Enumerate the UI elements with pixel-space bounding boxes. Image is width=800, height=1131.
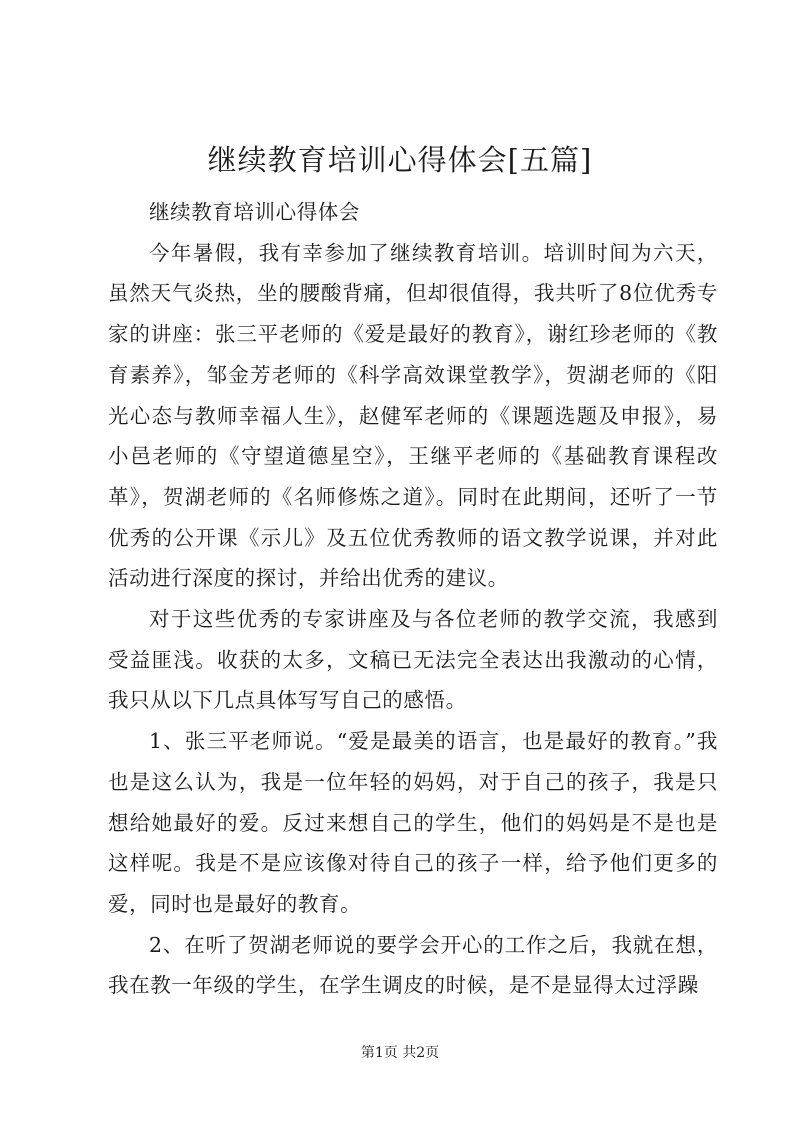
paragraph: 对于这些优秀的专家讲座及与各位老师的教学交流，我感到受益匪浅。收获的太多，文稿已无法完全表达出我激动的心情，我只从以下几点具体写写自己的感悟。 [108, 607, 718, 713]
paragraph: 1、张三平老师说。“爱是最美的语言，也是最好的教育。”我也是这么认为，我是一位年轻的妈妈，对于自己的孩子，我是只想给她最好的爱。反过来想自己的学生，他们的妈妈是不是也是这样呢。我是不是应该像对待自己的孩子一样，给予他们更多的爱，同时也是最好的教育。 [108, 729, 718, 916]
paragraph: 今年暑假，我有幸参加了继续教育培训。培训时间为六天，虽然天气炎热，坐的腰酸背痛，但却很值得，我共听了8位优秀专家的讲座：张三平老师的《爱是最好的教育》，谢红珍老师的《教育素养》，邹金芳老师的《科学高效课堂教学》，贺湖老师的《阳光心态与教师幸福人生》，赵健军老师的《课题选题及申报》，易小邑老师的《守望道德星空》，王继平老师的《基础教育课程改革》，贺湖老师的《名师修炼之道》。同时在此期间，还听了一节优秀的公开课《示儿》及五位优秀教师的语文教学说课，并对此活动进行深度的探讨，并给出优秀的建议。 [108, 240, 718, 591]
section-heading: 继续教育培训心得体会 [149, 200, 360, 224]
document-body [108, 192, 718, 1006]
document-title: 继续教育培训心得体会[五篇] [207, 143, 593, 177]
page-footer: 第1页 共2页 [360, 1045, 440, 1061]
paragraph: 2、在听了贺湖老师说的要学会开心的工作之后，我就在想，我在教一年级的学生，在学生调皮的时候，是不是显得太过浮躁 [108, 932, 718, 998]
